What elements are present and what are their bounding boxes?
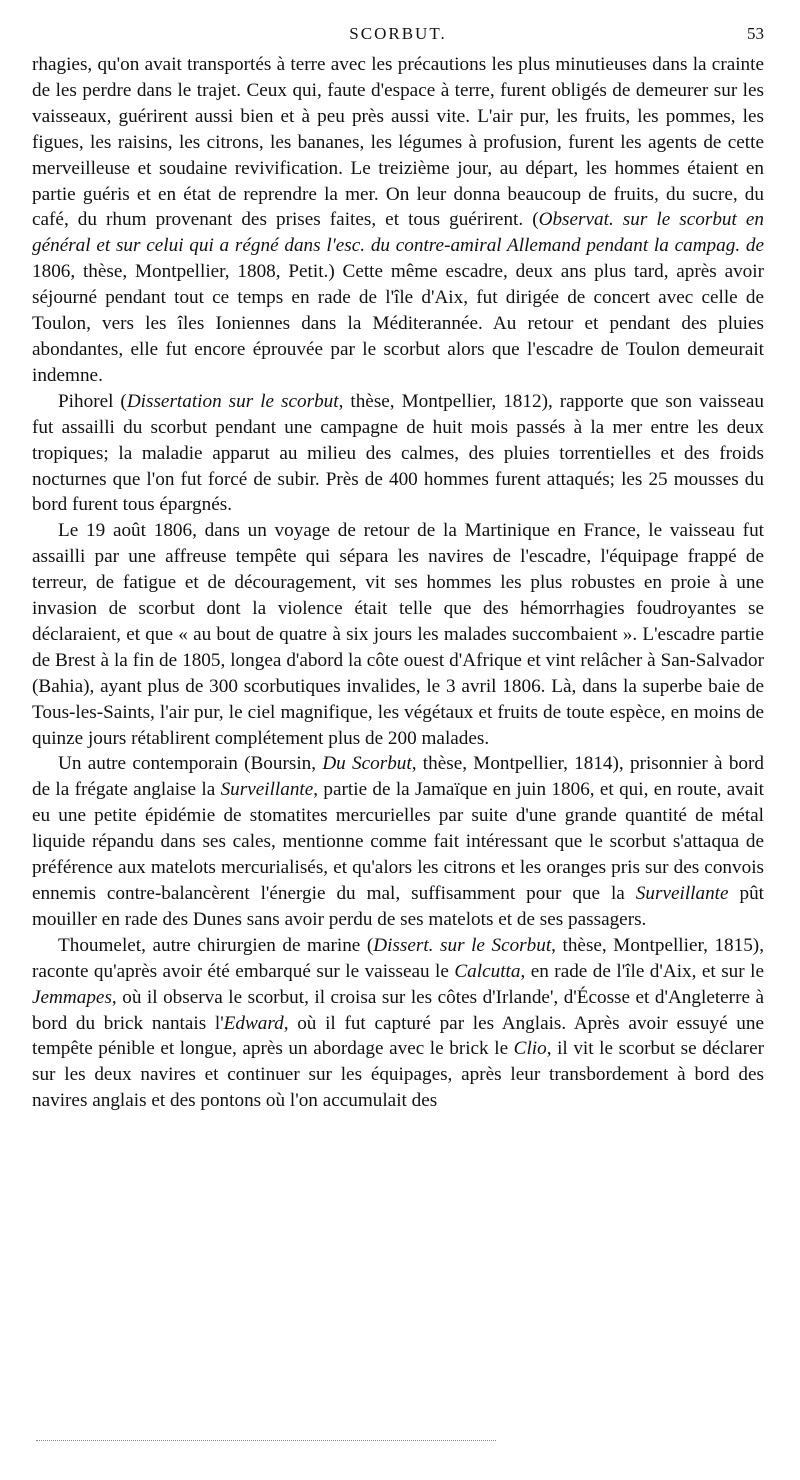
italic-ship-name: Surveillante <box>635 883 729 904</box>
running-header <box>32 24 764 52</box>
paragraph-1 <box>32 52 764 389</box>
italic-ship-name: Clio <box>513 1038 547 1060</box>
text-run: , en rade de l'île d'Aix, et sur le <box>520 960 764 982</box>
paragraph-3 <box>32 518 764 751</box>
paragraph-2 <box>32 389 764 519</box>
text-run: 1806, thèse, Montpellier, 1808, Petit.) Cette même escadre, deux ans plus tard, après avoir séjourné pendant tout ce temps en rade de l'île d'Aix, fut dirigée de concert avec celle de Toulon, vers les îles Ioniennes dans la Méditerannée. Au retour et pendant des pluies abondantes, elle fut encore éprouvée par le scorbut alors que l'escadre de Toulon demeurait indemne. <box>32 261 764 386</box>
italic-ship-name: Jemmapes <box>32 986 112 1008</box>
text-run: rhagies, qu'on avait transportés à terre avec les précautions les plus minutieuses dans la crainte de les perdre dans le trajet. Ceux qui, faute d'espace à terre, furent obligés de demeurer sur les vaisseaux, guérirent aussi bien et à peu près aussi vite. L'air pur, les fruits, les pommes, les figues, les raisins, les citrons, les bananes, les légumes à profusion, furent les agents de cette merveilleuse et soudaine revivification. Le treizième jour, au départ, les hommes étaient en partie guéris et en état de reprendre la mer. On leur donna beaucoup de fruits, du sucre, du café, du rhum provenant des prises faites, et tous guérirent. ( <box>32 54 764 231</box>
text-run: , où il observa le scorbut, il croisa sur les côtes d'Irlande', d'Écosse et d'Angleterre à bord du brick nantais l' <box>32 986 764 1034</box>
italic-ship-name: Surveillante <box>220 779 314 801</box>
italic-citation: Dissertation sur le scorbut <box>126 390 339 412</box>
text-run: , partie de la Jamaïque en juin 1806, et qui, en route, avait eu une petite épidémie de stomatites mercurielles par suite d'une grande quantité de métal liquide répandu dans ses cales, mentionne comme fait intéressant que le scorbut s'attaqua de préférence aux matelots mercurialisés, et qu'alors les citrons et les oranges pris sur des convois ennemis contre-balancèrent l'énergie du mal, suffisamment pour que la <box>32 779 764 904</box>
paragraph-5 <box>32 933 764 1114</box>
paragraph-4 <box>32 751 764 932</box>
italic-citation: Du Scorbut <box>322 753 412 775</box>
italic-citation: Dissert. sur le Scorbut <box>373 934 552 956</box>
text-run: pût mouiller en rade des Dunes sans avoir perdu de ses matelots et de ses passagers. <box>32 883 764 930</box>
text-run: Le 19 août 1806, dans un voyage de retour de la Martinique en France, le vaisseau fut assailli par une affreuse tempête qui sépara les navires de l'escadre, l'équipage frappé de terreur, de fatigue et de découragement, vit ses hommes les plus robustes en proie à une invasion de scorbut dont la violence était telle que des hémorrhagies foudroyantes se déclaraient, et que « au bout de quatre à six jours les malades succombaient ». L'escadre partie de Brest à la fin de 1805, longea d'abord la côte ouest d'Afrique et vint relâcher à San-Salvador (Bahia), ayant plus de 300 scorbutiques invalides, le 3 avril 1806. Là, dans la superbe baie de Tous-les-Saints, l'air pur, le ciel magnifique, les végétaux et fruits de toute espèce, en moins de quinze jours rétablirent complétement plus de 200 malades. <box>32 520 764 749</box>
text-run: , thèse, Montpellier, 1815), raconte qu'après avoir été embarqué sur le vaisseau le <box>32 934 764 982</box>
italic-citation: Observat. sur le scorbut en général et sur celui qui a régné dans l'esc. du contre-amiral Allemand pendant la campag. de <box>32 209 764 257</box>
text-run: Pihorel ( <box>58 390 127 412</box>
text-run: , où il fut capturé par les Anglais. Après avoir essuyé une tempête pénible et longue, après un abordage avec le brick le <box>32 1012 764 1060</box>
text-run: , thèse, Montpellier, 1814), prisonnier à bord de la frégate anglaise la <box>32 753 764 801</box>
italic-ship-name: Edward <box>223 1012 284 1034</box>
text-run: , thèse, Montpellier, 1812), rapporte que son vaisseau fut assailli du scorbut pendant une campagne de huit mois passés à la mer entre les deux tropiques; la maladie apparut au milieu des calmes, des pluies torrentielles et des froids nocturnes que l'on fut forcé de subir. Près de 400 hommes furent attaqués; les 25 mousses du bord furent tous épargnés. <box>32 390 764 516</box>
footer-rule <box>36 1440 496 1441</box>
text-run: Thoumelet, autre chirurgien de marine ( <box>58 934 374 956</box>
page <box>32 24 764 1114</box>
italic-ship-name: Calcutta <box>454 960 521 982</box>
body-text <box>32 52 764 1114</box>
text-run: Un autre contemporain (Boursin, <box>58 753 323 775</box>
text-run: , il vit le scorbut se déclarer sur les deux navires et continuer sur les équipages, après leur transbordement à bord des navires anglais et des pontons où l'on accumulait des <box>32 1038 764 1112</box>
running-title: SCORBUT. <box>349 24 447 43</box>
page-number: 53 <box>747 24 764 43</box>
